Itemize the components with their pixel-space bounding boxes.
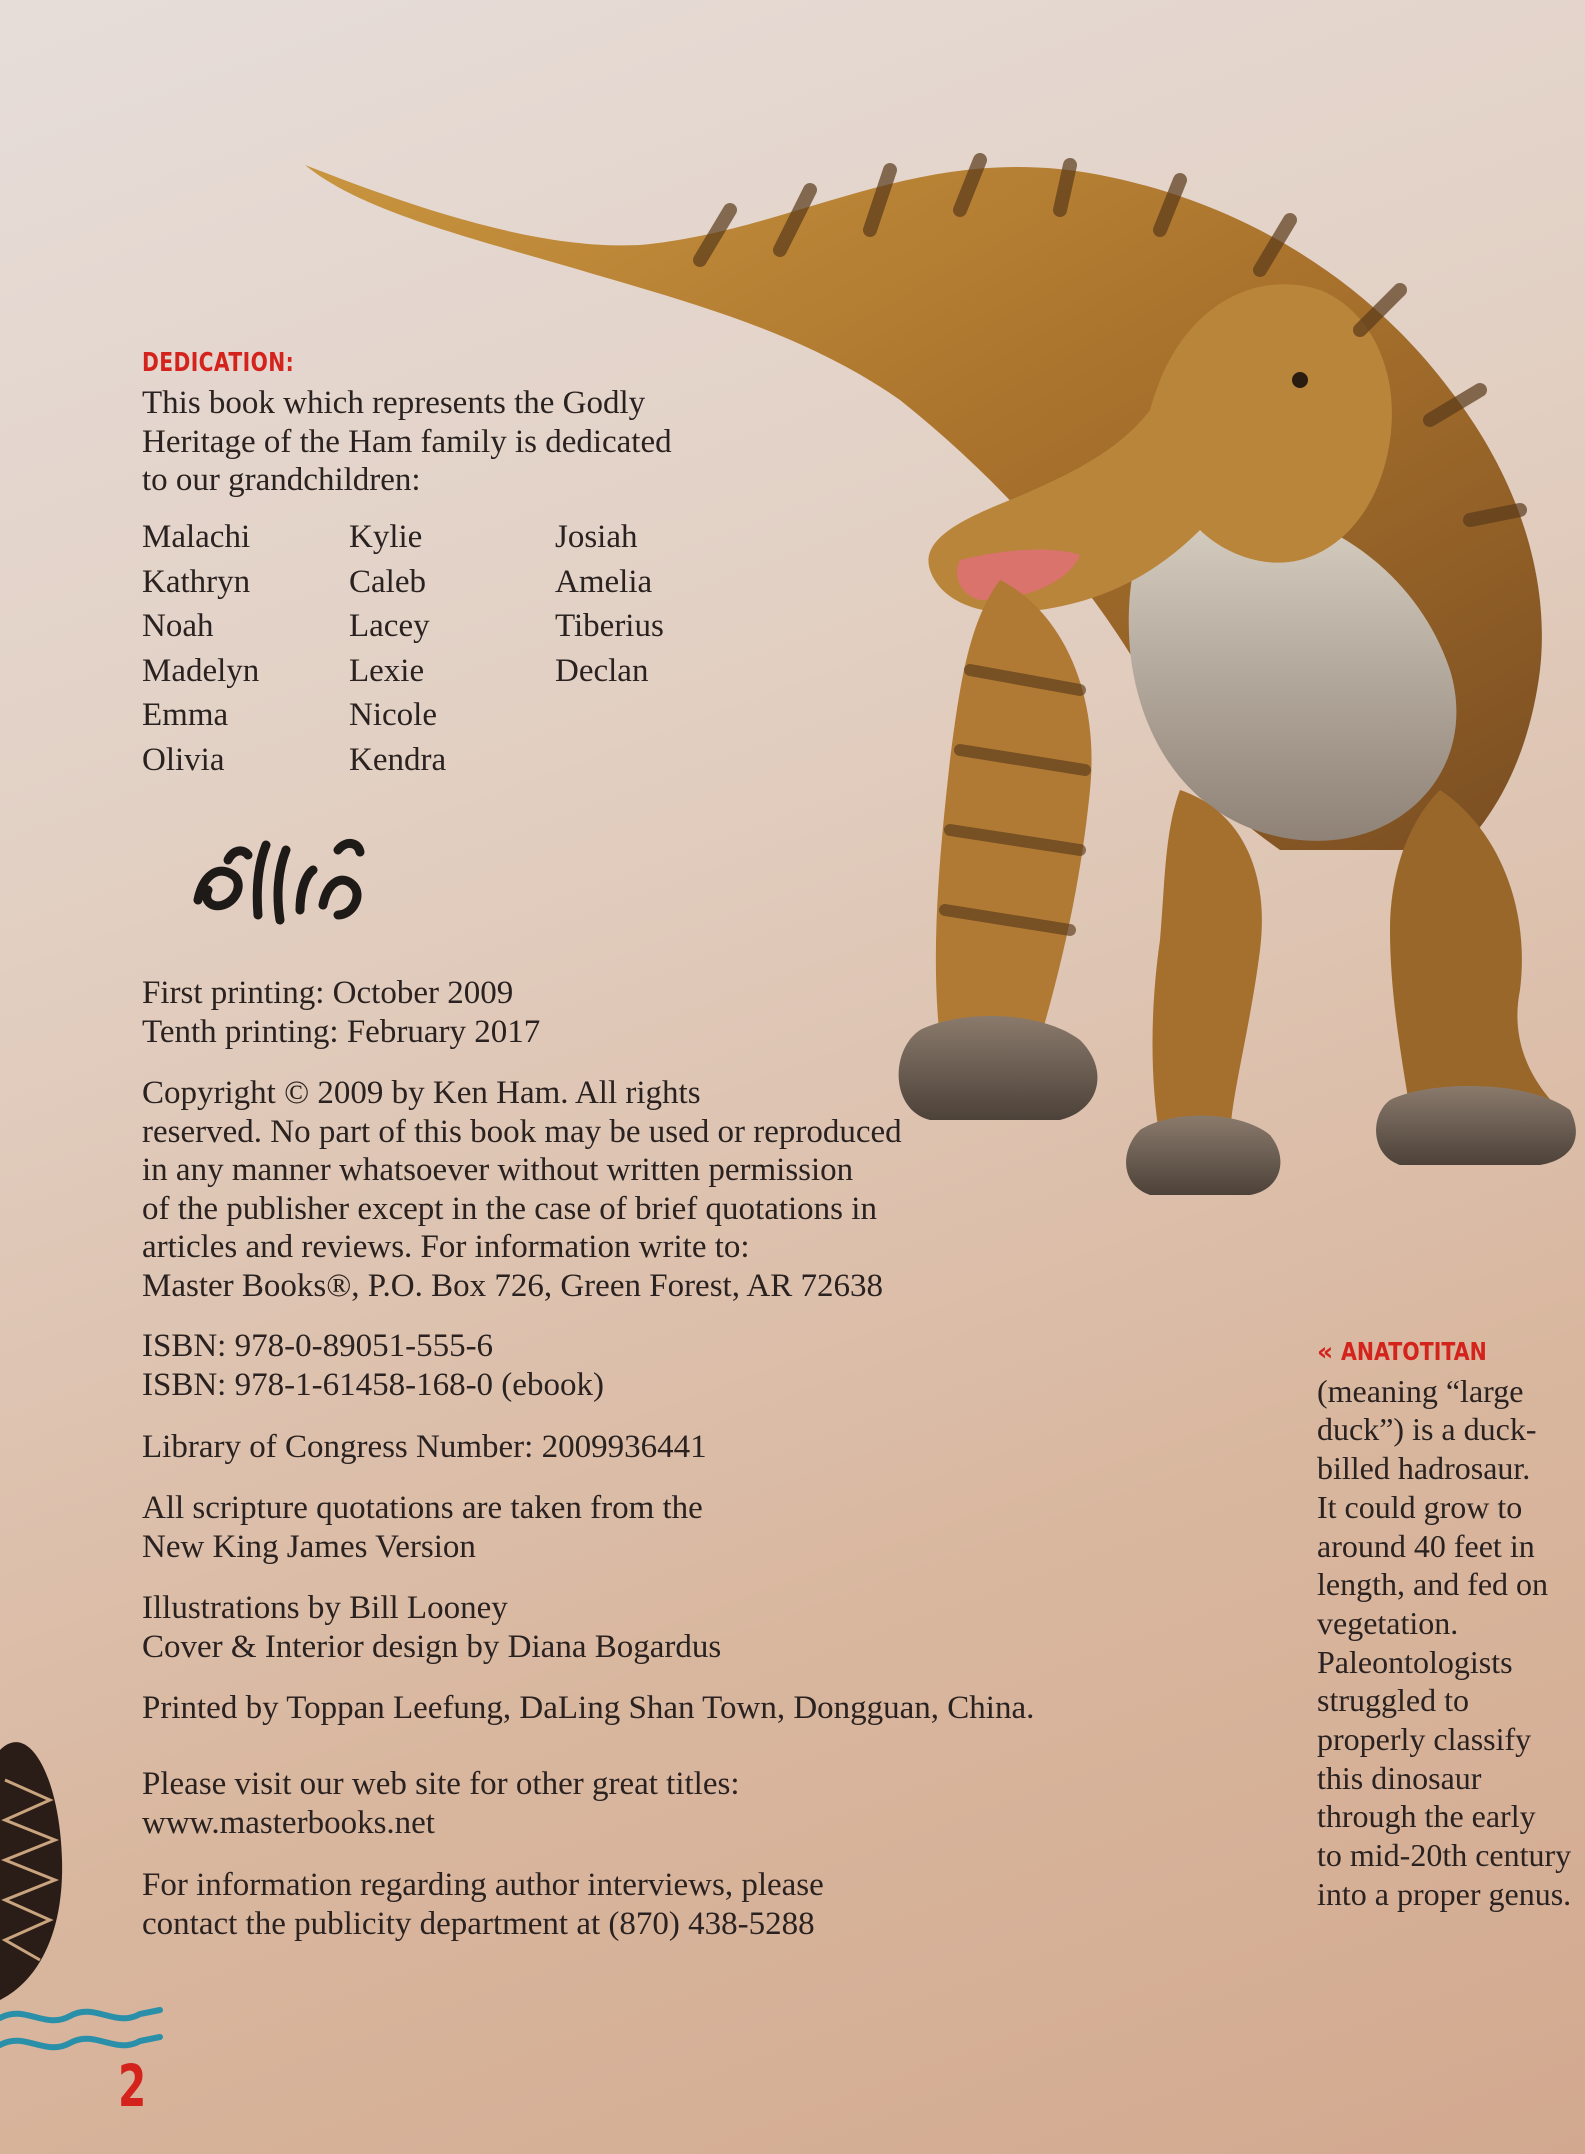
website-url[interactable]: www.masterbooks.net [142, 1804, 435, 1841]
leaf-decoration-icon [0, 1720, 70, 2000]
credits [142, 1589, 721, 1666]
caption-line: vegetation. [1317, 1604, 1459, 1641]
credit-line: Illustrations by Bill Looney [142, 1590, 508, 1626]
copyright-line: of the publisher except in the case of brief quotations in [142, 1190, 877, 1227]
publicity-line: contact the publicity department at (870) 438-5288 [142, 1905, 815, 1942]
signature-logo [188, 820, 378, 930]
isbn-line: ISBN: 978-0-89051-555-6 [142, 1328, 494, 1364]
caption-line: struggled to [1317, 1682, 1469, 1719]
caption-line: into a proper genus. [1317, 1875, 1572, 1912]
anatotitan-caption [1317, 1330, 1585, 1914]
caption-line: duck”) is a duck- [1317, 1411, 1537, 1448]
dedication-text [142, 384, 672, 500]
name-item: Declan [555, 652, 649, 689]
name-item: Nicole [349, 697, 437, 733]
copyright-line: reserved. No part of this book may be used or reproduced [142, 1113, 902, 1150]
printing-info [142, 974, 540, 1051]
scripture-note [142, 1489, 703, 1566]
publicity-info [142, 1866, 824, 1943]
publicity-line: For information regarding author interviews, please [142, 1867, 824, 1903]
caption-line: through the early [1317, 1798, 1536, 1835]
caption-title: ANATOTITAN [1341, 1337, 1487, 1366]
waves-decoration-icon [0, 2000, 165, 2060]
isbn-info [142, 1327, 604, 1404]
dedication-line: This book which represents the Godly [142, 385, 646, 421]
credit-line: Cover & Interior design by Diana Bogardus [142, 1628, 722, 1665]
names-column-2 [349, 515, 569, 782]
printing-line: Tenth printing: February 2017 [142, 1013, 541, 1050]
name-item: Lacey [349, 608, 430, 644]
printed-by [142, 1689, 1034, 1728]
copyright-line: Copyright © 2009 by Ken Ham. All rights [142, 1075, 701, 1111]
name-item: Malachi [142, 519, 251, 555]
caption-line: to mid-20th century [1317, 1837, 1572, 1874]
caption-line: It could grow to [1317, 1488, 1523, 1525]
printing-line: First printing: October 2009 [142, 975, 514, 1011]
dedication-line: Heritage of the Ham family is dedicated [142, 423, 672, 460]
scripture-line: All scripture quotations are taken from the [142, 1490, 703, 1526]
name-item: Lexie [349, 652, 425, 689]
name-item: Madelyn [142, 652, 260, 689]
caption-line: properly classify [1317, 1721, 1532, 1758]
dedication-heading: DEDICATION: [142, 348, 295, 378]
library-of-congress [142, 1428, 707, 1467]
printed-by-line: Printed by Toppan Leefung, DaLing Shan Town, Dongguan, China. [142, 1690, 1035, 1726]
names-column-1 [142, 515, 362, 782]
caption-line: length, and fed on [1317, 1566, 1549, 1603]
name-item: Caleb [349, 563, 426, 600]
copyright-line: in any manner whatsoever without written permission [142, 1152, 854, 1188]
copyright-line: articles and reviews. For information write to: [142, 1229, 750, 1265]
caption-line: Paleontologists [1317, 1643, 1513, 1680]
name-item: Emma [142, 697, 229, 733]
name-item: Kylie [349, 519, 423, 555]
name-item: Josiah [555, 519, 638, 555]
caption-heading [1317, 1330, 1585, 1372]
caption-line: this dinosaur [1317, 1759, 1482, 1796]
caption-line: around 40 feet in [1317, 1527, 1535, 1564]
isbn-line: ISBN: 978-1-61458-168-0 (ebook) [142, 1366, 604, 1403]
arrow-left-icon: « [1317, 1337, 1334, 1366]
caption-line: (meaning “large [1317, 1372, 1524, 1409]
names-column-3 [555, 515, 775, 693]
name-item: Noah [142, 608, 214, 644]
page-number: 2 [118, 2052, 147, 2120]
name-item: Kathryn [142, 563, 251, 600]
website-line: Please visit our web site for other great titles: [142, 1766, 740, 1802]
dedication-line: to our grandchildren: [142, 462, 421, 498]
website-info [142, 1765, 740, 1842]
copyright-line: Master Books®, P.O. Box 726, Green Forest, AR 72638 [142, 1267, 883, 1304]
caption-line: billed hadrosaur. [1317, 1450, 1531, 1487]
name-item: Amelia [555, 563, 653, 600]
name-item: Olivia [142, 741, 225, 778]
name-item: Tiberius [555, 608, 664, 644]
loc-line: Library of Congress Number: 2009936441 [142, 1429, 707, 1465]
name-item: Kendra [349, 741, 447, 778]
copyright-notice [142, 1074, 902, 1305]
scripture-line: New King James Version [142, 1528, 476, 1565]
